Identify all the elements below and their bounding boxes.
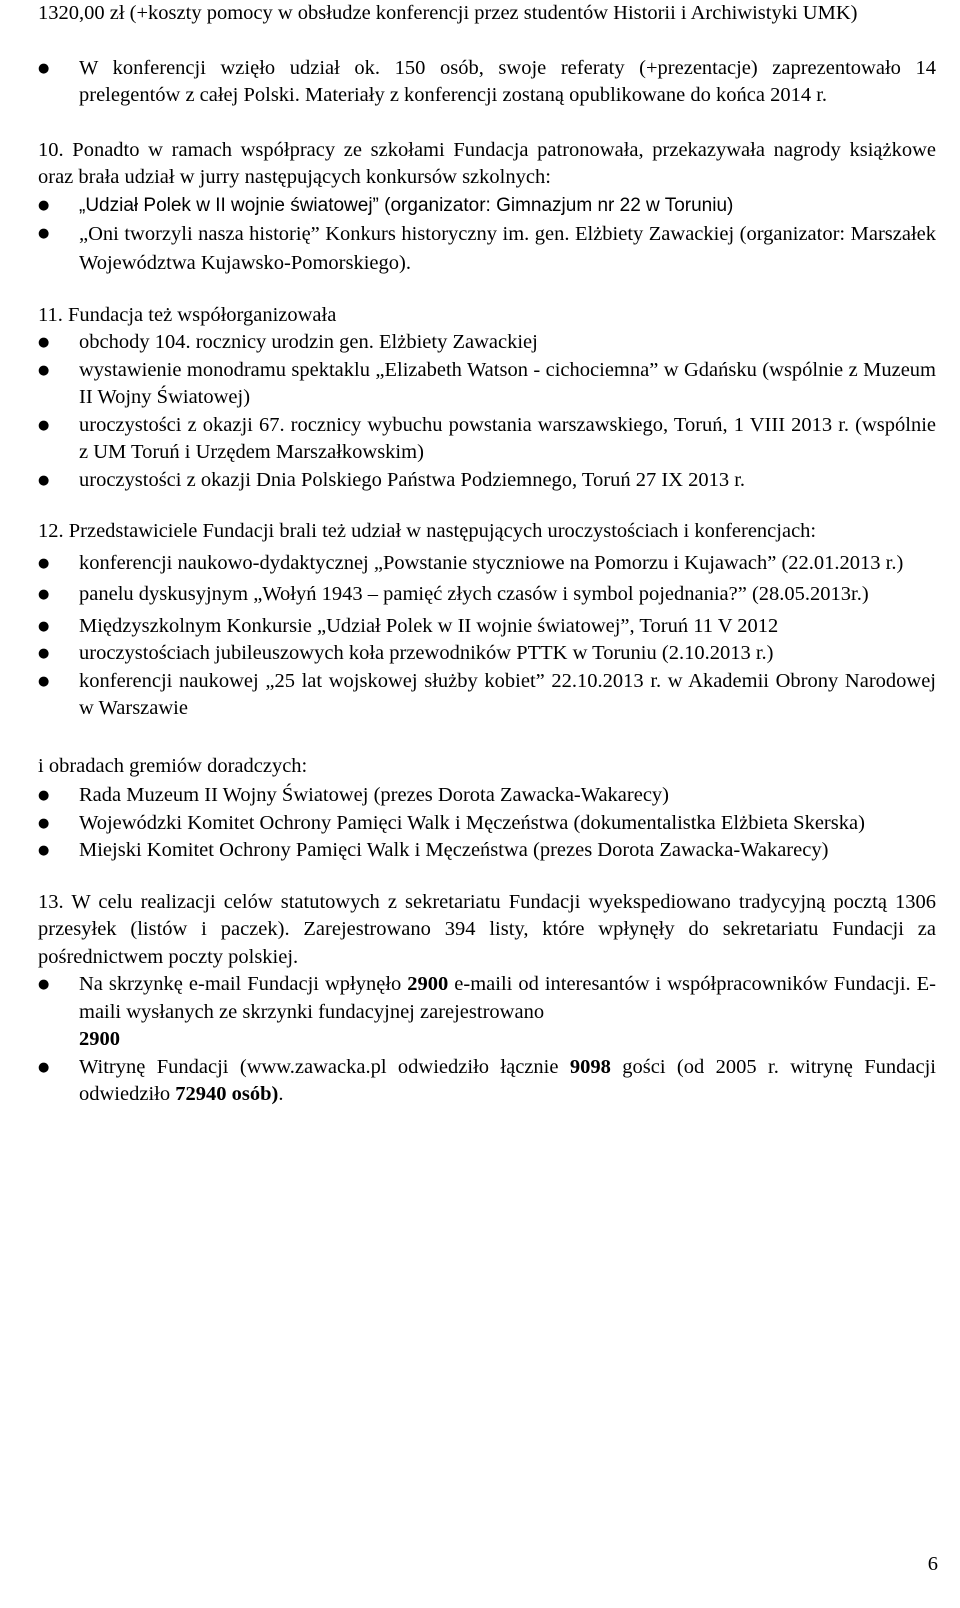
document-page (38, 0, 936, 1109)
section-text: W celu realizacji celów statutowych z sekretariatu Fundacji wyekspediowano tradycyjną pocztą 1306 przesyłek (listów i paczek). Zarejestrowano 394 listy, które wpłynęły do sekretariatu Fundacji za pośrednictwem poczty polskiej. (38, 890, 936, 968)
section-12-subhead: i obradach gremiów doradczych: (38, 754, 308, 777)
list-item-text: konferencji naukowo-dydaktycznej „Powstanie styczniowe na Pomorzu i Kujawach” (22.01.2013 r.) (79, 551, 904, 574)
page-number: 6 (927, 1552, 938, 1575)
list-item: ● uroczystościach jubileuszowych koła przewodników PTTK w Toruniu (2.10.2013 r.) (38, 640, 936, 668)
intro-line: 1320,00 zł (+koszty pomocy w obsłudze konferencji przez studentów Historii i Archiwistyki UMK) (38, 2, 858, 24)
section-number: 13. (38, 890, 64, 913)
list-item: ● „Udział Polek w II wojnie światowej” (organizator: Gimnazjum nr 22 w Toruniu) (38, 192, 936, 220)
section-text: Ponadto w ramach współpracy ze szkołami Fundacja patronowała, przekazywała nagrody książkowe oraz brała udział w jurry następujących konkursów szkolnych: (38, 138, 936, 188)
section-12-heading (38, 518, 936, 546)
section-10-heading (38, 137, 936, 192)
list-item (38, 550, 936, 578)
text-run: e-maili od interesantów i współpracowników Fundacji. E-maili wysłanych ze skrzynki fundacyjnej zarejestrowano (79, 973, 937, 1023)
section-13-heading (38, 889, 936, 972)
section-12 (38, 518, 936, 865)
intro-list (38, 55, 936, 110)
list-item-text: panelu dyskusyjnym „Wołyń 1943 – pamięć złych czasów i symbol pojednania?” (28.05.2013r.) (79, 583, 869, 605)
list-item: ● Wojewódzki Komitet Ochrony Pamięci Walk i Męczeństwa (dokumentalistka Elżbieta Skerska) (38, 810, 936, 838)
list-item-text: „Oni tworzyli nasza historię” Konkurs historyczny im. gen. Elżbiety Zawackiej (organizator: Marszałek Województwa Kujawsko-Pomorskiego). (79, 222, 936, 274)
section-12-list-2 (38, 782, 936, 865)
section-text: Fundacja też współorganizowała (68, 303, 337, 326)
list-item: ● uroczystości z okazji 67. rocznicy wybuchu powstania warszawskiego, Toruń, 1 VIII 2013 r. (wspólnie z UM Toruń i Urzędem Marszałkowskim) (38, 412, 936, 467)
list-item: ● konferencji naukowej „25 lat wojskowej służby kobiet” 22.10.2013 r. w Akademii Obrony Narodowej w Warszawie (38, 668, 936, 723)
section-text: Przedstawiciele Fundacji brali też udział w następujących uroczystościach i konferencjach: (68, 520, 817, 542)
text-run: Na skrzynkę e-mail Fundacji wpłynęło (79, 973, 408, 995)
section-11-list (38, 329, 936, 494)
list-item (38, 971, 936, 1054)
list-item: ● W konferencji wzięło udział ok. 150 osób, swoje referaty (+prezentacje) zaprezentowało 14 prelegentów z całej Polski. Materiały z konferencji zostaną opublikowane do końca 2014 r. (38, 55, 936, 110)
text-run: . (278, 1083, 284, 1105)
section-10 (38, 137, 936, 278)
text-run: gości (od 2005 r. witrynę Fundacji odwiedziło (79, 1055, 936, 1105)
list-item: ● Miejski Komitet Ochrony Pamięci Walk i Męczeństwa (prezes Dorota Zawacka-Wakarecy) (38, 837, 936, 865)
section-number: 10. (38, 138, 64, 161)
section-number: 11. (38, 303, 63, 326)
list-item: ● wystawienie monodramu spektaklu „Elizabeth Watson - cichociemna” w Gdańsku (wspólnie z Muzeum II Wojny Światowej) (38, 357, 936, 412)
section-12-list (38, 550, 936, 723)
list-item (38, 220, 936, 278)
email-count-received: 2900 (407, 973, 449, 995)
email-count-sent: 2900 (79, 1028, 120, 1050)
section-11 (38, 302, 936, 495)
section-10-list (38, 192, 936, 278)
section-number: 12. (38, 520, 64, 542)
list-item: ● uroczystości z okazji Dnia Polskiego Państwa Podziemnego, Toruń 27 IX 2013 r. (38, 467, 936, 495)
section-13 (38, 889, 936, 1109)
list-item: ● Międzyszkolnym Konkursie „Udział Polek w II wojnie światowej”, Toruń 11 V 2012 (38, 613, 936, 641)
text-run: Witrynę Fundacji (www.zawacka.pl odwiedziło łącznie (79, 1055, 570, 1078)
list-item: ● obchody 104. rocznicy urodzin gen. Elżbiety Zawackiej (38, 329, 936, 357)
list-item: ● Rada Muzeum II Wojny Światowej (prezes Dorota Zawacka-Wakarecy) (38, 782, 936, 810)
list-item (38, 1054, 936, 1109)
section-11-heading (38, 302, 936, 330)
visitor-total: 72940 osób) (175, 1083, 279, 1105)
visitor-count: 9098 (569, 1055, 611, 1078)
list-item (38, 581, 936, 609)
section-13-list (38, 971, 936, 1109)
